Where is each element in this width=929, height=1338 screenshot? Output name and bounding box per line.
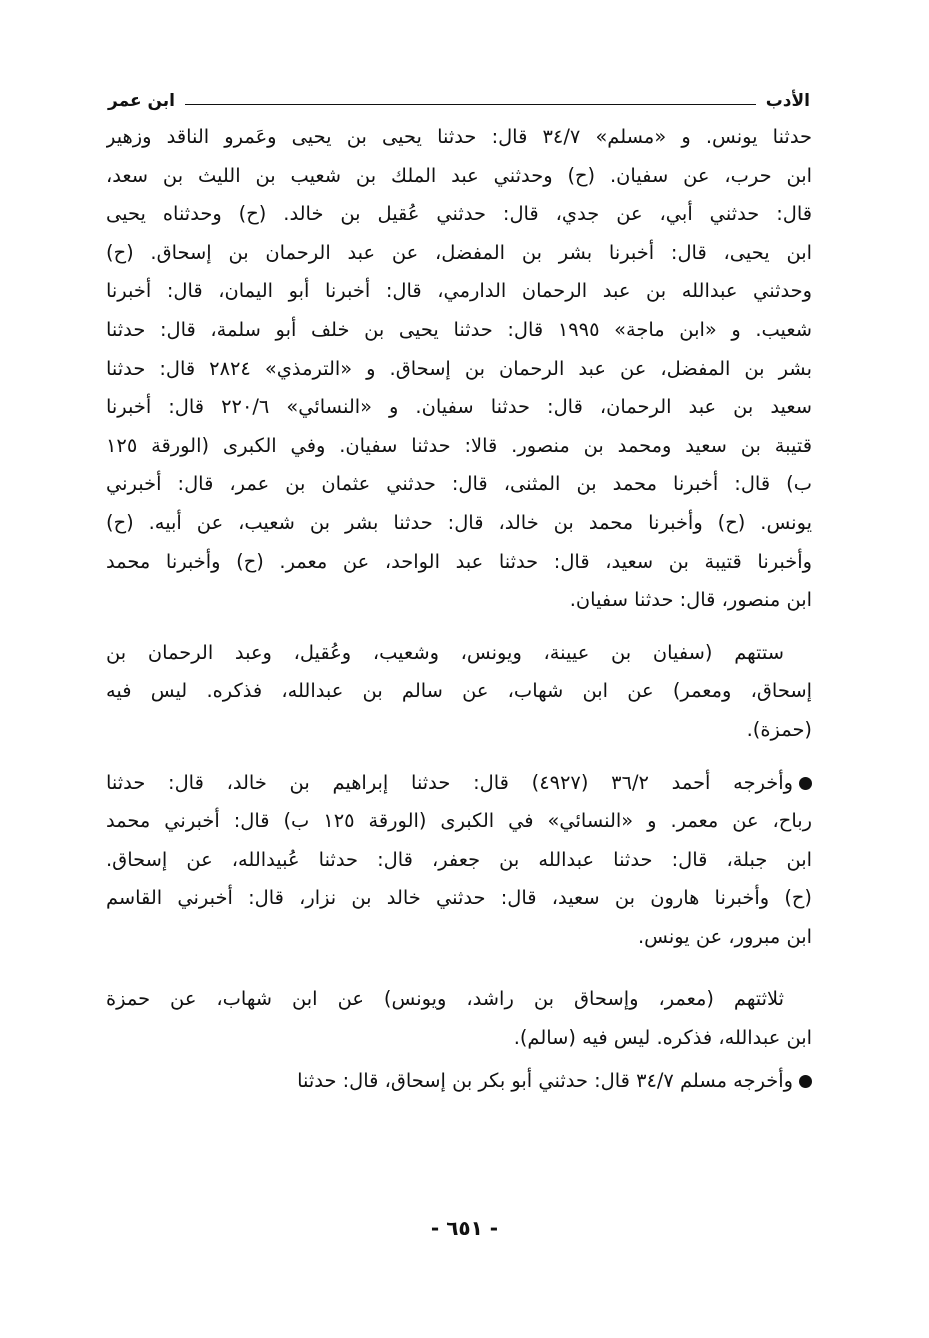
paragraph-chain-2 <box>106 764 812 957</box>
running-header <box>108 86 810 116</box>
text-line: يونس. (ح) وأخبرنا محمد بن خالد، قال: حدثنا بشر بن شعيب، عن أبيه. (ح) <box>106 510 812 534</box>
text-line: ابن منصور، قال: حدثنا سفيان. <box>569 588 812 612</box>
paragraph-chain-1 <box>106 118 812 620</box>
bullet-icon <box>799 777 812 790</box>
text-line: (ح) وأخبرنا هارون بن سعيد، قال: حدثني خالد بن نزار، قال: أخبرني القاسم <box>106 886 812 910</box>
text-line: ابن جبلة، قال: حدثنا عبدالله بن جعفر، قال: حدثنا عُبيدالله، عن إسحاق. <box>106 847 812 871</box>
text-line: ابن يحيى، قال: أخبرنا بشر بن المفضل، عن عبد الرحمان بن إسحاق. (ح) <box>106 240 812 264</box>
text-line: بشر بن المفضل، عن عبد الرحمان بن إسحاق. و «الترمذي» ٢٨٢٤ قال: حدثنا <box>106 356 812 380</box>
text-line: وحدثني عبدالله بن عبد الرحمان الدارمي، قال: أخبرنا أبو اليمان، قال: أخبرنا <box>106 279 812 303</box>
text-line: قال: حدثني أبي، عن جدي، قال: حدثني عُقيل بن خالد. (ح) وحدثناه يحيى <box>106 202 812 226</box>
text-line: حدثنا يونس. و «مسلم» ٣٤/٧ قال: حدثنا يحيى بن يحيى وعَمرو الناقد وزهير <box>106 125 812 148</box>
paragraph-gap <box>106 956 812 980</box>
paragraph-chain-3 <box>106 1062 812 1101</box>
paragraph-gap <box>106 620 812 634</box>
header-section-title: الأدب <box>765 91 810 111</box>
page-number: - ٦٥١ - <box>430 1216 499 1240</box>
bullet-icon <box>799 1075 812 1088</box>
text-line: رباح، عن معمر. و «النسائي» في الكبرى (الورقة ١٢٥ ب) قال: أخبرني محمد <box>106 809 812 833</box>
text-line-content: وأخرجه أحمد ٣٦/٢ (٤٩٢٧) قال: حدثنا إبراهيم بن خالد، قال: حدثنا <box>106 770 793 794</box>
paragraph-summary-2 <box>106 980 812 1057</box>
text-line: ب) قال: أخبرنا محمد بن المثنى، قال: حدثني عثمان بن عمر، قال: أخبرني <box>106 472 812 496</box>
text-line: ستتهم (سفيان بن عيينة، ويونس، وشعيب، وعُقيل، وعبد الرحمان بن <box>106 640 784 664</box>
text-line: وأخبرنا قتيبة بن سعيد، قال: حدثنا عبد الواحد، عن معمر. (ح) وأخبرنا محمد <box>106 549 812 573</box>
paragraph-gap <box>106 750 812 764</box>
body-text <box>106 118 812 1100</box>
header-rule <box>185 104 756 105</box>
header-narrator: ابن عمر <box>108 91 176 111</box>
text-line: إسحاق، ومعمر) عن ابن شهاب، عن سالم بن عبدالله، فذكره. ليس فيه <box>106 679 812 703</box>
text-line: (حمزة). <box>746 717 812 741</box>
text-line: ثلاثتهم (معمر، وإسحاق بن راشد، ويونس) عن ابن شهاب، عن حمزة <box>106 987 784 1011</box>
text-line: سعيد بن عبد الرحمان، قال: حدثنا سفيان. و «النسائي» ٢٢٠/٦ قال: أخبرنا <box>106 395 812 419</box>
text-line: شعيب. و «ابن ماجة» ١٩٩٥ قال: حدثنا يحيى بن خلف أبو سلمة، قال: حدثنا <box>106 317 812 341</box>
text-line: ابن مبرور، عن يونس. <box>638 924 812 948</box>
text-line-content: وأخرجه مسلم ٣٤/٧ قال: حدثني أبو بكر بن إسحاق، قال: حدثنا <box>297 1068 793 1092</box>
paragraph-summary-1 <box>106 634 812 750</box>
text-line <box>106 1062 812 1101</box>
text-line: ابن عبدالله، فذكره. ليس فيه (سالم). <box>513 1026 812 1050</box>
text-line: قتيبة بن سعيد ومحمد بن منصور. قالا: حدثنا سفيان. وفي الكبرى (الورقة ١٢٥ <box>106 433 812 457</box>
text-line <box>106 764 812 803</box>
text-line: ابن حرب، عن سفيان. (ح) وحدثني عبد الملك بن شعيب بن الليث بن سعد، <box>106 163 812 187</box>
